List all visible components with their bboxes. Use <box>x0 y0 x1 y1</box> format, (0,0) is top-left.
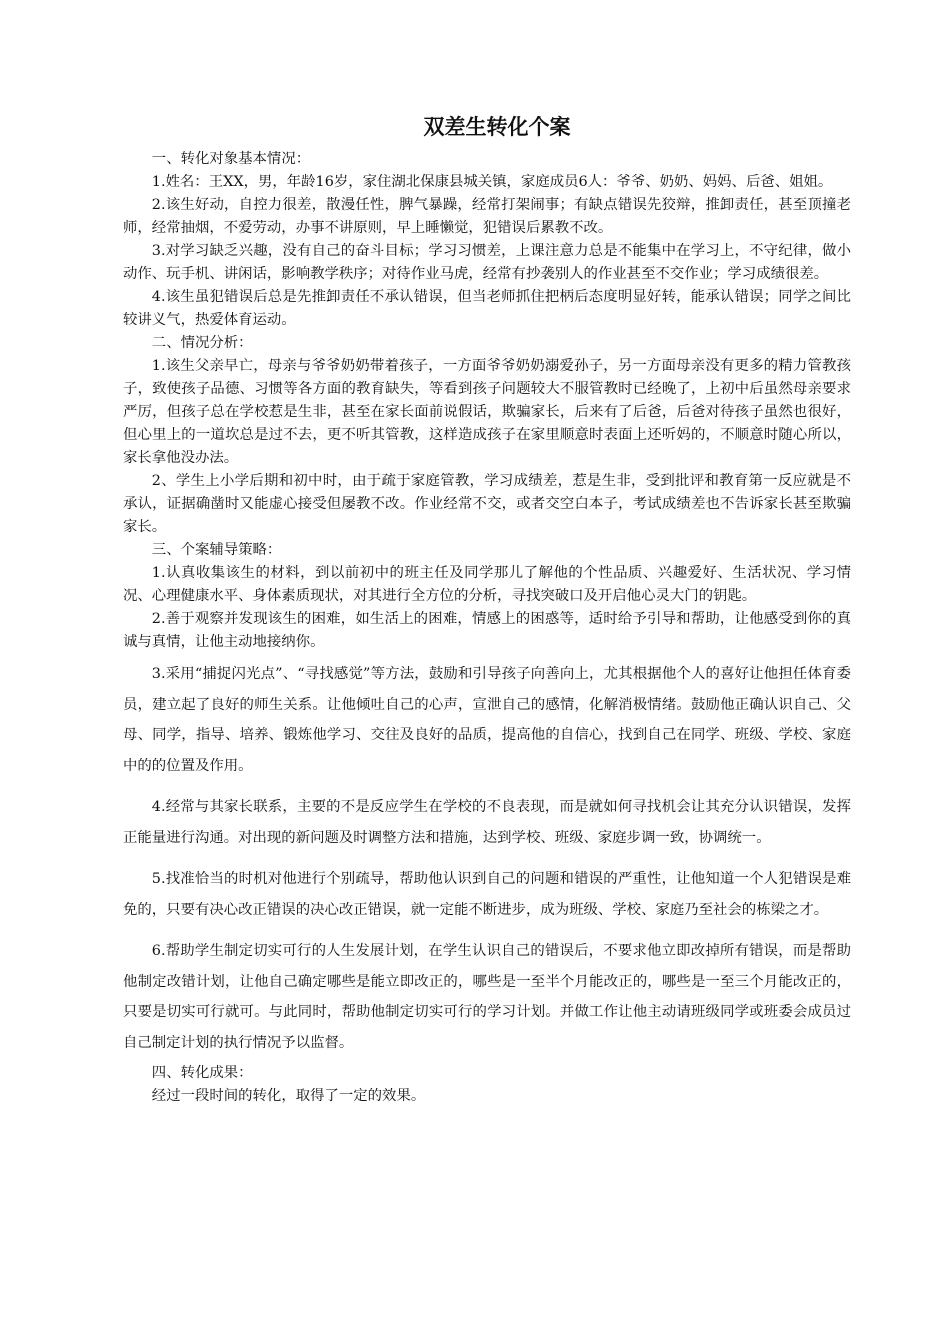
section-heading: 三、个案辅导策略： <box>151 542 282 558</box>
section-heading: 一、转化对象基本情况： <box>151 151 311 167</box>
paragraph: 5.找准恰当的时机对他进行个别疏导，帮助他认识到自己的问题和错误的严重性，让他知道一个人犯错误是难免的，只要有决心改正错误的决心改正错误，就一定能不断进步，成为班级、学校、家庭乃至社会的栋梁之才。 <box>123 871 851 918</box>
paragraph: 1.姓名：王XX，男，年龄16岁，家住湖北保康县城关镇，家庭成员6人：爷爷、奶奶、妈妈、后爸、姐姐。 <box>151 174 833 190</box>
paragraph: 1.认真收集该生的材料，到以前初中的班主任及同学那儿了解他的个性品质、兴趣爱好、生活状况、学习情况、心理健康水平、身体素质现状，对其进行全方位的分析，寻找突破口及开启他心灵大门的钥匙。 <box>123 565 851 604</box>
paragraph: 1.该生父亲早亡，母亲与爷爷奶奶带着孩子，一方面爷爷奶奶溺爱孙子，另一方面母亲没有更多的精力管教孩子，致使孩子品德、习惯等各方面的教育缺失，等看到孩子问题较大不服管教时已经晚了，上初中后虽然母亲要求严厉，但孩子总在学校惹是生非，甚至在家长面前说假话，欺骗家长，后来有了后爸，后爸对待孩子虽然也很好，但心里上的一道坎总是过不去，更不听其管教，这样造成孩子在家里顺意时表面上还听妈的，不顺意时随心所以，家长拿他没办法。 <box>123 358 851 466</box>
document-page <box>123 112 851 1108</box>
paragraph: 4.该生虽犯错误后总是先推卸责任不承认错误，但当老师抓住把柄后态度明显好转，能承认错误；同学之间比较讲义气，热爱体育运动。 <box>123 289 851 328</box>
section-heading: 二、情况分析： <box>151 335 253 351</box>
paragraph: 6.帮助学生制定切实可行的人生发展计划，在学生认识自己的错误后，不要求他立即改掉所有错误，而是帮助他制定改错计划，让他自己确定哪些是能立即改正的，哪些是一至半个月能改正的，哪些是一至三个月能改正的，只要是切实可行就可。与此同时，帮助他制定切实可行的学习计划。并做工作让他主动请班级同学或班委会成员过自己制定计划的执行情况予以监督。 <box>123 943 851 1051</box>
paragraph: 经过一段时间的转化，取得了一定的效果。 <box>151 1088 426 1104</box>
paragraph: 3.对学习缺乏兴趣，没有自己的奋斗目标；学习习惯差，上课注意力总是不能集中在学习上，不守纪律，做小动作、玩手机、讲闲话，影响教学秩序；对待作业马虎，经常有抄袭别人的作业甚至不交作业；学习成绩很差。 <box>123 243 851 282</box>
section-strategy <box>123 539 851 1058</box>
section-basic-info <box>123 148 851 332</box>
section-analysis <box>123 332 851 539</box>
paragraph: 2.善于观察并发现该生的困难，如生活上的困难，情感上的困惑等，适时给予引导和帮助，让他感受到你的真诚与真情，让他主动地接纳你。 <box>123 611 851 650</box>
paragraph: 2、学生上小学后期和初中时，由于疏于家庭管教，学习成绩差，惹是生非，受到批评和教育第一反应就是不承认，证据确凿时又能虚心接受但屡教不改。作业经常不交，或者交空白本子，考试成绩差也不告诉家长甚至欺骗家长。 <box>123 473 851 535</box>
section-results <box>123 1062 851 1108</box>
strategy-loose-block <box>123 659 851 1058</box>
paragraph: 4.经常与其家长联系，主要的不是反应学生在学校的不良表现，而是就如何寻找机会让其充分认识错误，发挥正能量进行沟通。对出现的新问题及时调整方法和措施，达到学校、班级、家庭步调一致，协调统一。 <box>123 799 851 846</box>
paragraph: 2.该生好动，自控力很差，散漫任性，脾气暴躁，经常打架闹事；有缺点错误先狡辩，推卸责任，甚至顶撞老师，经常抽烟，不爱劳动，办事不讲原则，早上睡懒觉，犯错误后累教不改。 <box>123 197 851 236</box>
section-heading: 四、转化成果： <box>151 1065 253 1081</box>
document-title: 双差生转化个案 <box>423 115 571 139</box>
paragraph: 3.采用“捕捉闪光点”、“寻找感觉”等方法，鼓励和引导孩子向善向上，尤其根据他个人的喜好让他担任体育委员，建立起了良好的师生关系。让他倾吐自己的心声，宣泄自己的感情，化解消极情绪。鼓励他正确认识自己、父母、同学，指导、培养、锻炼他学习、交往及良好的品质，提高他的自信心，找到自己在同学、班级、学校、家庭中的的位置及作用。 <box>123 666 851 774</box>
